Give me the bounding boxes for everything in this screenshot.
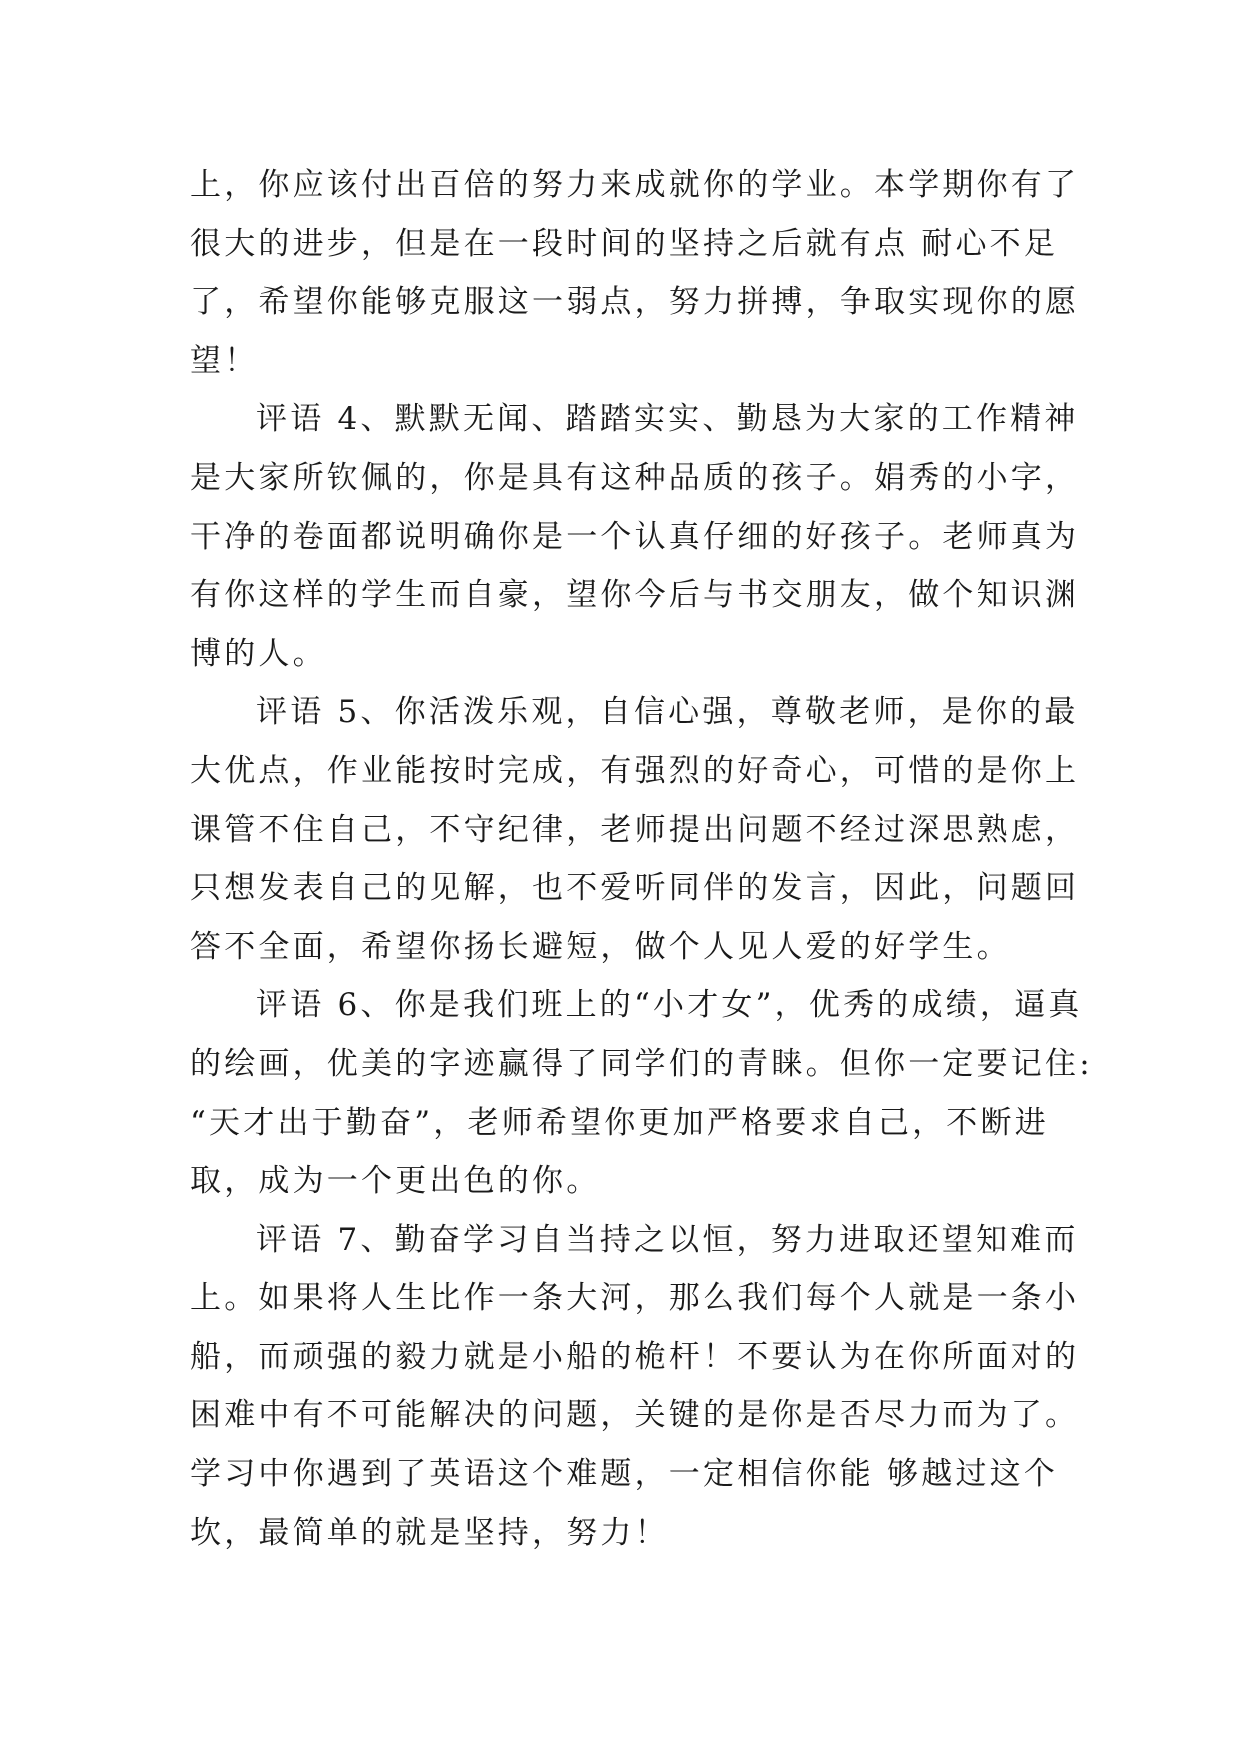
text-line: 了，希望你能够克服这一弱点，努力拼搏，争取实现你的愿 <box>190 284 1080 321</box>
text-line: 只想发表自己的见解，也不爱听同伴的发言，因此，问题回 <box>190 870 1080 907</box>
text-line: 学习中你遇到了英语这个难题，一定相信你能 够越过这个 <box>190 1456 1059 1493</box>
text-line: 很大的进步，但是在一段时间的坚持之后就有点 耐心不足 <box>190 225 1059 262</box>
text-line: 上，你应该付出百倍的努力来成就你的学业。本学期你有了 <box>190 167 1080 203</box>
paragraph-start-line: 评语 4、默默无闻、踏踏实实、勤恳为大家的工作精神 <box>256 401 1079 438</box>
document-body <box>190 156 1093 1562</box>
paragraph-start-line: 评语 6、你是我们班上的“小才女”，优秀的成绩，逼真 <box>256 987 1083 1024</box>
text-line: 船，而顽强的毅力就是小船的桅杆！不要认为在你所面对的 <box>190 1338 1080 1375</box>
text-line: 有你这样的学生而自豪，望你今后与书交朋友，做个知识渊 <box>190 577 1080 614</box>
paragraph-start-line: 评语 5、你活泼乐观，自信心强，尊敬老师，是你的最 <box>256 694 1079 731</box>
text-line: 坎，最简单的就是坚持，努力！ <box>190 1514 669 1551</box>
text-line: 是大家所钦佩的，你是具有这种品质的孩子。娟秀的小字， <box>190 459 1080 496</box>
text-line: 上。如果将人生比作一条大河，那么我们每个人就是一条小 <box>190 1280 1080 1317</box>
paragraph-start-line: 评语 7、勤奋学习自当持之以恒，努力进取还望知难而 <box>256 1221 1079 1258</box>
text-line: 的绘画，优美的字迹赢得了同学们的青睐。但你一定要记住: <box>190 1045 1093 1082</box>
text-line: “天才出于勤奋”，老师希望你更加严格要求自己，不断进 <box>190 1104 1049 1141</box>
text-line: 望！ <box>190 342 259 379</box>
text-line: 取，成为一个更出色的你。 <box>190 1163 601 1200</box>
text-line: 答不全面，希望你扬长避短，做个人见人爱的好学生。 <box>190 928 1011 965</box>
text-line: 大优点，作业能按时完成，有强烈的好奇心，可惜的是你上 <box>190 752 1080 789</box>
text-line: 干净的卷面都说明确你是一个认真仔细的好孩子。老师真为 <box>190 518 1080 555</box>
text-line: 困难中有不可能解决的问题，关键的是你是否尽力而为了。 <box>190 1397 1080 1434</box>
text-line: 课管不住自己，不守纪律，老师提出问题不经过深思熟虑， <box>190 811 1080 848</box>
text-line: 博的人。 <box>190 635 327 672</box>
